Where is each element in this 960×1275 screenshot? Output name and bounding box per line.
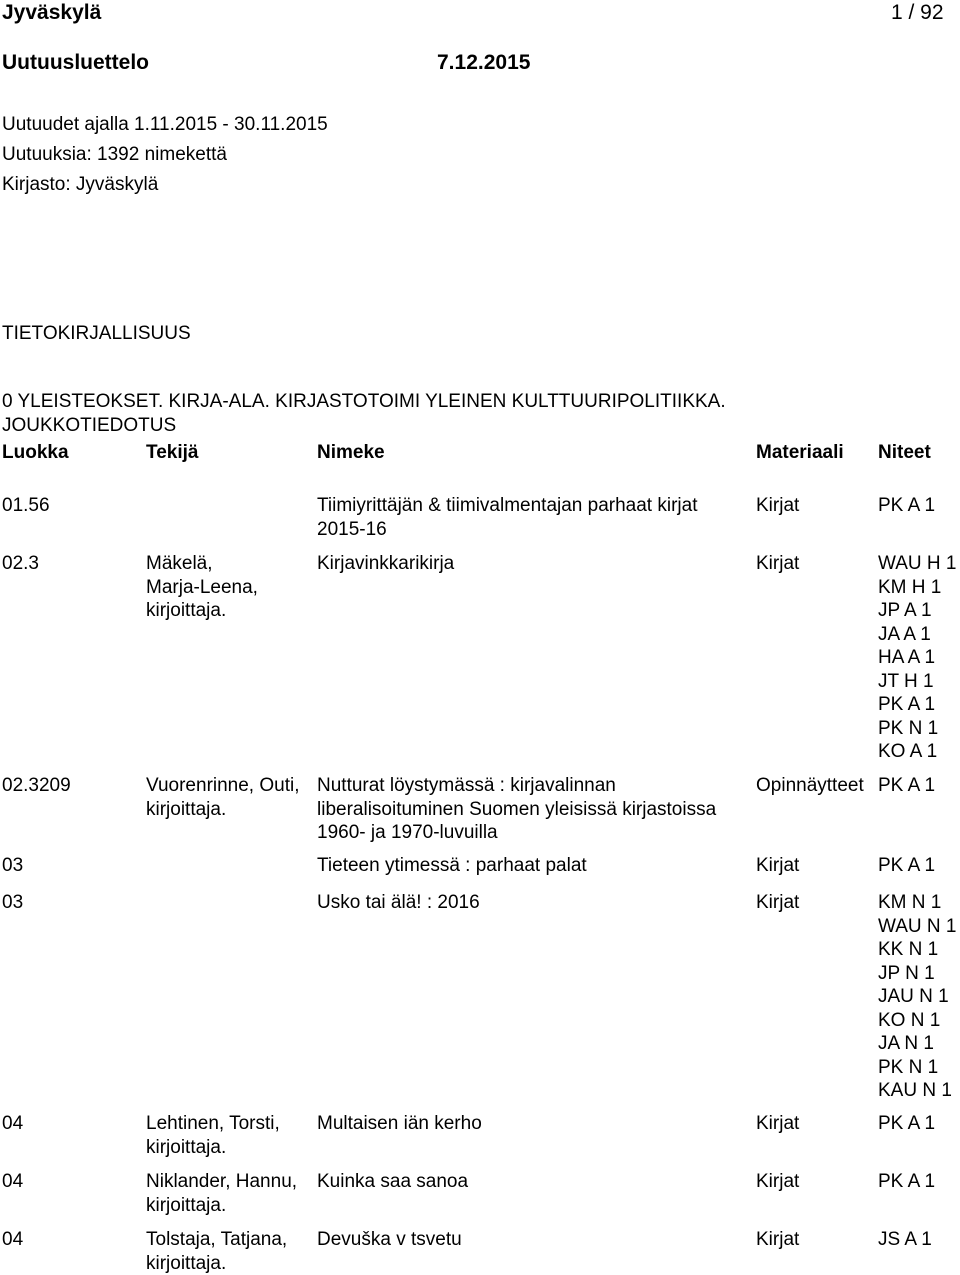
item-copy: KAU N 1 [878,1080,952,1101]
col-author-header: Tekijä [146,442,199,463]
item-class: 04 [2,1113,24,1134]
col-title-header: Nimeke [317,442,385,463]
item-title-line: Kuinka saa sanoa [317,1171,469,1192]
item-title-line: Tieteen ytimessä : parhaat palat [317,855,587,876]
col-class-header: Luokka [2,442,69,463]
item-copy: JAU N 1 [878,986,949,1007]
item-author-line: Vuorenrinne, Outi, [146,775,300,796]
category-heading-line1: 0 YLEISTEOKSET. KIRJA-ALA. KIRJASTOTOIMI YLEINEN KULTTUURIPOLITIIKKA. [2,391,726,412]
item-title-line: Kirjavinkkarikirja [317,553,455,574]
item-author-line: Tolstaja, Tatjana, [146,1229,288,1250]
item-author-line: kirjoittaja. [146,1194,227,1216]
list-date: 7.12.2015 [437,51,531,74]
city-title: Jyväskylä [2,1,102,24]
item-copy: KM N 1 [878,892,942,913]
item-material: Kirjat [756,1171,800,1192]
count-text: Uutuuksia: 1392 nimekettä [2,144,227,165]
item-class: 04 [2,1229,24,1250]
page-number: 1 / 92 [891,1,944,24]
item-copy: JP N 1 [878,962,935,984]
item-material: Kirjat [756,1229,800,1250]
item-title-line: 2015-16 [317,518,387,540]
item-material: Kirjat [756,1113,800,1134]
item-copy: PK A 1 [878,1171,936,1192]
item-author-line: kirjoittaja. [146,1252,227,1274]
item-copy: WAU N 1 [878,915,957,937]
item-author-line: Lehtinen, Torsti, [146,1113,280,1134]
item-title-line: Usko tai älä! : 2016 [317,892,480,913]
item-copy: KO N 1 [878,1009,941,1031]
item-author-line: Mäkelä, [146,553,213,574]
item-copy: KO A 1 [878,741,938,762]
item-title-line: Nutturat löystymässä : kirjavalinnan [317,775,616,796]
item-copy: PK A 1 [878,1113,936,1134]
item-title-line: Multaisen iän kerho [317,1113,482,1134]
item-copy: PK A 1 [878,855,936,876]
item-copy: JT H 1 [878,670,934,692]
item-material: Kirjat [756,892,800,913]
item-class: 01.56 [2,495,50,516]
item-copy: JS A 1 [878,1229,932,1250]
item-copy: JA A 1 [878,623,931,645]
library-text: Kirjasto: Jyväskylä [2,174,159,195]
item-author-line: Niklander, Hannu, [146,1171,298,1192]
item-copy: JP A 1 [878,600,932,621]
item-author-line: kirjoittaja. [146,798,227,820]
item-copy: HA A 1 [878,647,936,668]
item-copy: PK A 1 [878,775,936,796]
item-author-line: Marja-Leena, [146,576,258,598]
item-copy: PK A 1 [878,495,936,516]
item-author-line: kirjoittaja. [146,600,227,621]
item-class: 03 [2,855,24,876]
col-copies-header: Niteet [878,442,931,463]
item-material: Opinnäytteet [756,775,864,796]
item-material: Kirjat [756,495,800,516]
item-class: 04 [2,1171,24,1192]
item-material: Kirjat [756,553,800,574]
item-class: 03 [2,892,24,913]
item-author-line: kirjoittaja. [146,1136,227,1158]
item-class: 02.3 [2,553,39,574]
item-copy: KK N 1 [878,939,939,960]
item-copy: PK N 1 [878,717,939,739]
item-title-line: liberalisoituminen Suomen yleisissä kirjastoissa [317,798,717,820]
item-class: 02.3209 [2,775,71,796]
item-copy: PK N 1 [878,1056,939,1078]
section-heading: TIETOKIRJALLISUUS [2,323,191,344]
period-text: Uutuudet ajalla 1.11.2015 - 30.11.2015 [2,114,328,135]
list-title: Uutuusluettelo [2,51,149,74]
item-material: Kirjat [756,855,800,876]
item-title-line: Tiimiyrittäjän & tiimivalmentajan parhaat kirjat [317,495,698,516]
item-copy: WAU H 1 [878,553,957,574]
item-title-line: 1960- ja 1970-luvuilla [317,822,498,843]
category-heading-line2: JOUKKOTIEDOTUS [2,415,177,436]
item-title-line: Devuška v tsvetu [317,1229,462,1250]
col-material-header: Materiaali [756,442,844,463]
item-copy: KM H 1 [878,576,942,598]
item-copy: PK A 1 [878,694,936,715]
item-copy: JA N 1 [878,1033,934,1054]
